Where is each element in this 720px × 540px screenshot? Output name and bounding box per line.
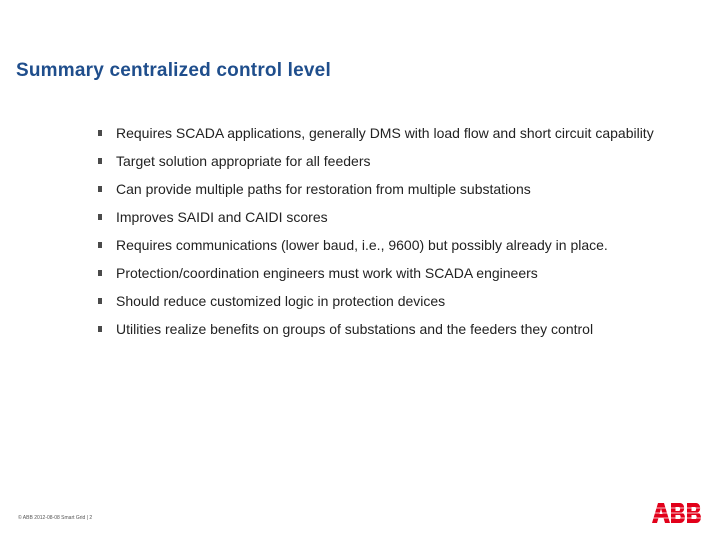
bullet-marker-icon	[98, 326, 102, 332]
bullet-item	[98, 236, 698, 254]
bullet-text: Target solution appropriate for all feeders	[116, 153, 371, 169]
bullet-text: Requires communications (lower baud, i.e., 9600) but possibly already in place.	[116, 237, 608, 253]
bullet-item	[98, 152, 698, 170]
bullet-item	[98, 208, 698, 226]
bullet-item	[98, 320, 698, 338]
bullet-marker-icon	[98, 130, 102, 136]
bullet-marker-icon	[98, 298, 102, 304]
footer-copyright: © ABB 2012-08-08 Smart Grid | 2	[18, 515, 93, 521]
abb-logo	[650, 502, 706, 524]
bullet-text: Utilities realize benefits on groups of substations and the feeders they control	[116, 321, 594, 337]
bullet-item	[98, 124, 698, 142]
bullet-text: Requires SCADA applications, generally DMS with load flow and short circuit capability	[116, 125, 654, 141]
bullet-marker-icon	[98, 214, 102, 220]
bullet-text: Improves SAIDI and CAIDI scores	[116, 209, 328, 225]
bullet-marker-icon	[98, 186, 102, 192]
bullet-item	[98, 292, 698, 310]
bullet-marker-icon	[98, 158, 102, 164]
bullet-item	[98, 264, 698, 282]
slide-title: Summary centralized control level	[16, 60, 331, 81]
bullet-marker-icon	[98, 270, 102, 276]
bullet-list	[98, 124, 698, 338]
bullet-text: Should reduce customized logic in protection devices	[116, 293, 446, 309]
bullet-item	[98, 180, 698, 198]
bullet-marker-icon	[98, 242, 102, 248]
bullet-text: Can provide multiple paths for restoration from multiple substations	[116, 181, 531, 197]
bullet-text: Protection/coordination engineers must work with SCADA engineers	[116, 265, 538, 281]
